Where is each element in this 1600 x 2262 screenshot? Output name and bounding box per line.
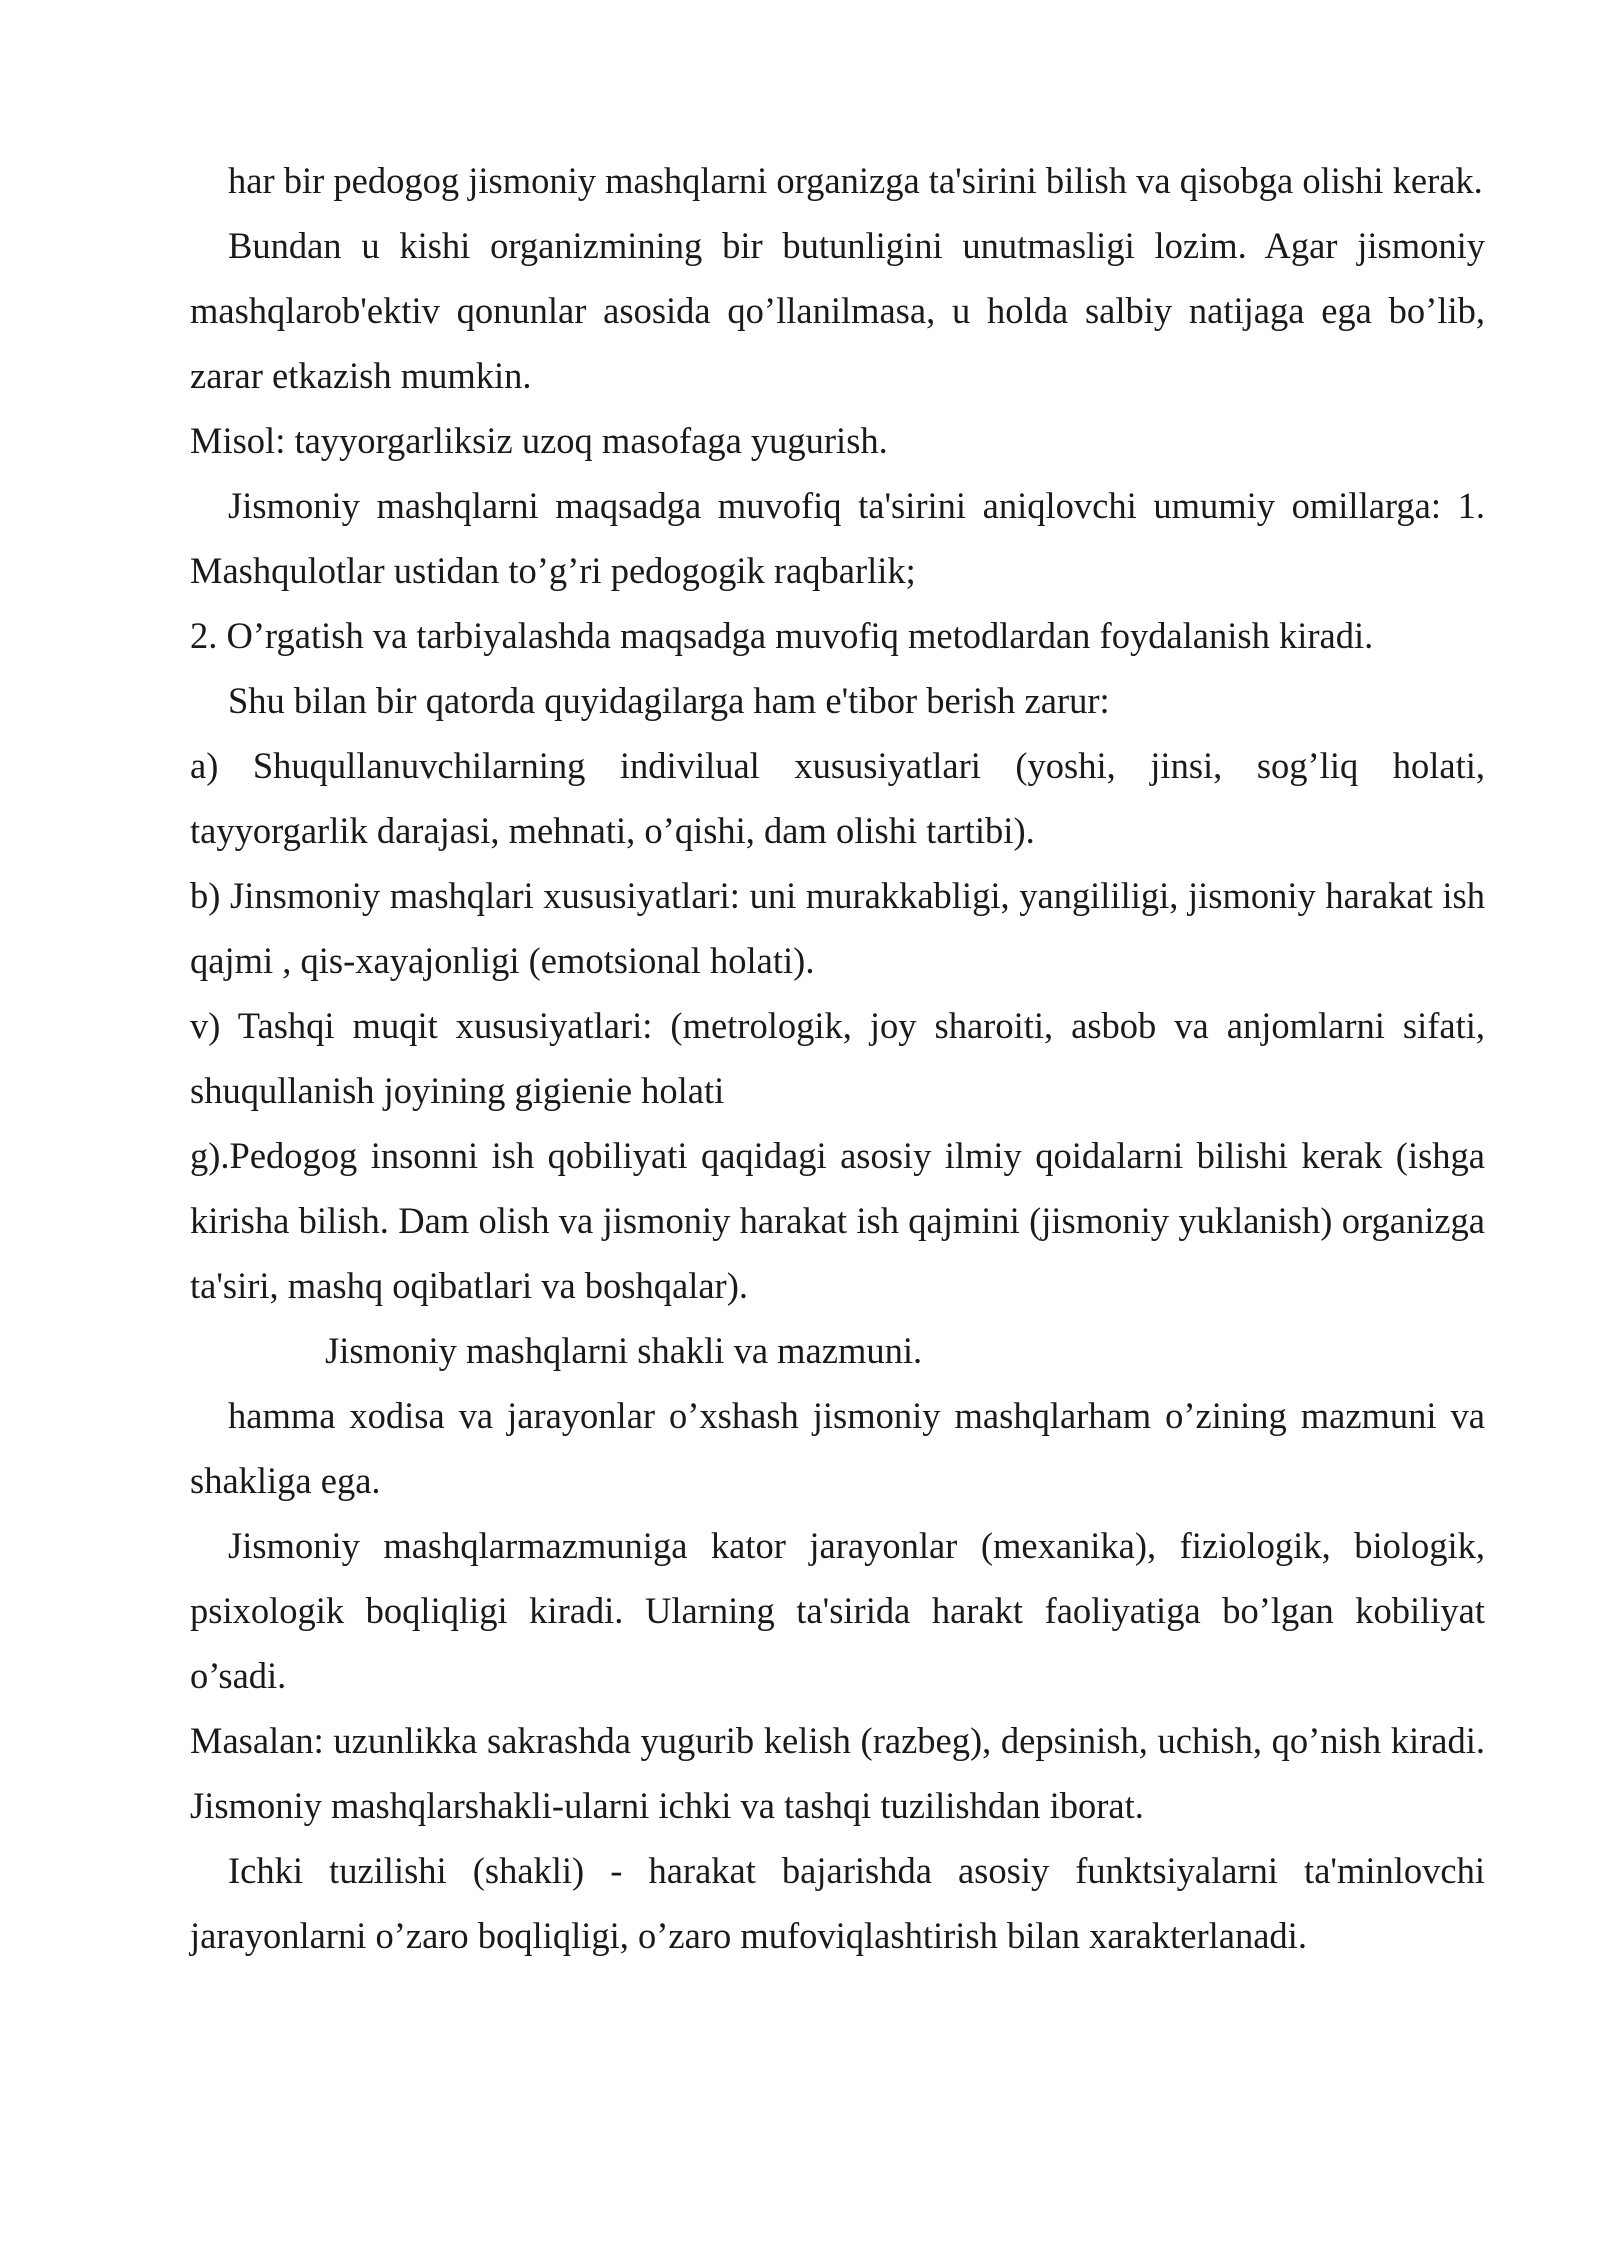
paragraph: Misol: tayyorgarliksiz uzoq masofaga yugurish. (190, 420, 888, 461)
paragraph: 2. O’rgatish va tarbiyalashda maqsadga muvofiq metodlardan foydalanish kiradi. (190, 615, 1374, 656)
paragraph: Jismoniy mashqlarni maqsadga muvofiq ta'sirini aniqlovchi umumiy omillarga: 1. Mashqulotlar ustidan to’g’ri pedogogik raqbarlik; (190, 485, 1485, 591)
paragraph: Bundan u kishi organizmining bir butunligini unutmasligi lozim. Agar jismoniy mashqlarob'ektiv qonunlar asosida qo’llanilmasa, u holda salbiy natijaga ega bo’lib, zarar etkazish mumkin. (190, 225, 1485, 396)
paragraph: hamma xodisa va jarayonlar o’xshash jismoniy mashqlarham o’zining mazmuni va shakliga ega. (190, 1395, 1485, 1501)
document-body (190, 148, 1485, 1968)
list-item: g).Pedogog insonni ish qobiliyati qaqidagi asosiy ilmiy qoidalarni bilishi kerak (ishga kirisha bilish. Dam olish va jismoniy harakat ish qajmini (jismoniy yuklanish) organizga ta'siri, mashq oqibatlari va boshqalar). (190, 1135, 1485, 1306)
list-item: a) Shuqullanuvchilarning indivilual xususiyatlari (yoshi, jinsi, sog’liq holati, tayyorgarlik darajasi, mehnati, o’qishi, dam olishi tartibi). (190, 745, 1485, 851)
list-item: v) Tashqi muqit xususiyatlari: (metrologik, joy sharoiti, asbob va anjomlarni sifati, shuqullanish joyining gigienie holati (190, 1005, 1485, 1111)
section-heading: Jismoniy mashqlarni shakli va mazmuni. (325, 1330, 923, 1371)
paragraph: Masalan: uzunlikka sakrashda yugurib kelish (razbeg), depsinish, uchish, qo’nish kiradi. Jismoniy mashqlarshakli-ularni ichki va tashqi tuzilishdan iborat. (190, 1720, 1485, 1826)
list-item: b) Jinsmoniy mashqlari xususiyatlari: uni murakkabligi, yangililigi, jismoniy harakat ish qajmi , qis-xayajonligi (emotsional holati). (190, 875, 1485, 981)
paragraph: Shu bilan bir qatorda quyidagilarga ham e'tibor berish zarur: (228, 680, 1110, 721)
paragraph: har bir pedogog jismoniy mashqlarni organizga ta'sirini bilish va qisobga olishi kerak. (228, 160, 1483, 201)
paragraph: Ichki tuzilishi (shakli) - harakat bajarishda asosiy funktsiyalarni ta'minlovchi jarayonlarni o’zaro boqliqligi, o’zaro mufoviqlashtirish bilan xarakterlanadi. (190, 1850, 1485, 1956)
paragraph: Jismoniy mashqlarmazmuniga kator jarayonlar (mexanika), fiziologik, biologik, psixologik boqliqligi kiradi. Ularning ta'sirida harakt faoliyatiga bo’lgan kobiliyat o’sadi. (190, 1525, 1485, 1696)
